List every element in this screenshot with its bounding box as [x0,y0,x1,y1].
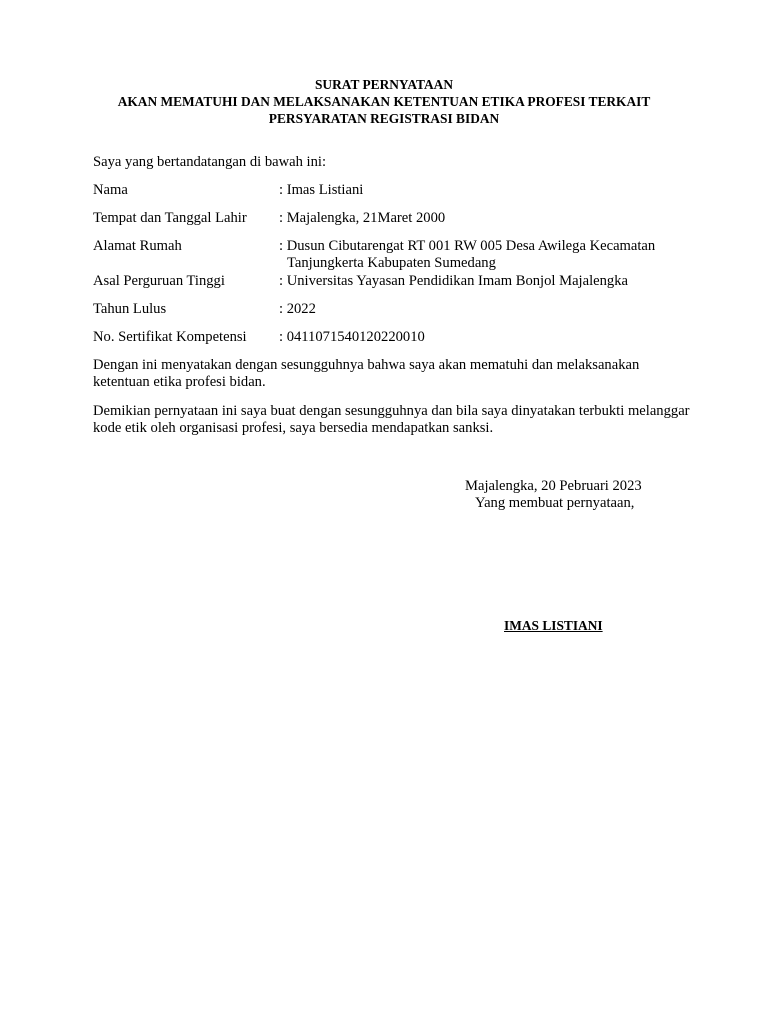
field-value-alamat-line-2: Tanjungkerta Kabupaten Sumedang [287,255,496,271]
field-value-asal-perguruan-tinggi: : Universitas Yayasan Pendidikan Imam Bonjol Majalengka [279,273,628,289]
signature-place-date: Majalengka, 20 Pebruari 2023 [465,478,642,494]
field-label-nama: Nama [93,182,128,198]
field-value-alamat-line-1: : Dusun Cibutarengat RT 001 RW 005 Desa Awilega Kecamatan [279,238,656,254]
document-subtitle: AKAN MEMATUHI DAN MELAKSANAKAN KETENTUAN ETIKA PROFESI TERKAIT [117,94,651,109]
field-value-nama: : Imas Listiani [279,182,364,198]
field-value-tempat-tanggal-lahir: : Majalengka, 21Maret 2000 [279,210,446,226]
intro-text: Saya yang bertandatangan di bawah ini: [93,154,327,170]
document-title: SURAT PERNYATAAN [314,77,454,92]
field-label-no-sertifikat: No. Sertifikat Kompetensi [93,329,247,345]
document-subtitle-line-2: PERSYARATAN REGISTRASI BIDAN [268,111,500,126]
field-label-tahun-lulus: Tahun Lulus [93,301,167,317]
field-label-asal-perguruan-tinggi: Asal Perguruan Tinggi [93,273,225,289]
statement-paragraph: Dengan ini menyatakan dengan sesungguhnya bahwa saya akan mematuhi dan melaksanakan ketentuan etika profesi bidan. [93,357,640,390]
field-value-no-sertifikat: : 0411071540120220010 [279,329,425,345]
field-value-tahun-lulus: : 2022 [279,301,316,317]
field-value-alamat-rumah [279,238,709,272]
signature-name: IMAS LISTIANI [504,618,603,633]
signature-role: Yang membuat pernyataan, [475,495,635,511]
field-label-tempat-tanggal-lahir: Tempat dan Tanggal Lahir [93,210,247,226]
closing-paragraph: Demikian pernyataan ini saya buat dengan sesungguhnya dan bila saya dinyatakan terbukti melanggar kode etik oleh organisasi profesi, saya bersedia mendapatkan sanksi. [93,403,690,436]
field-label-alamat-rumah: Alamat Rumah [93,238,182,254]
